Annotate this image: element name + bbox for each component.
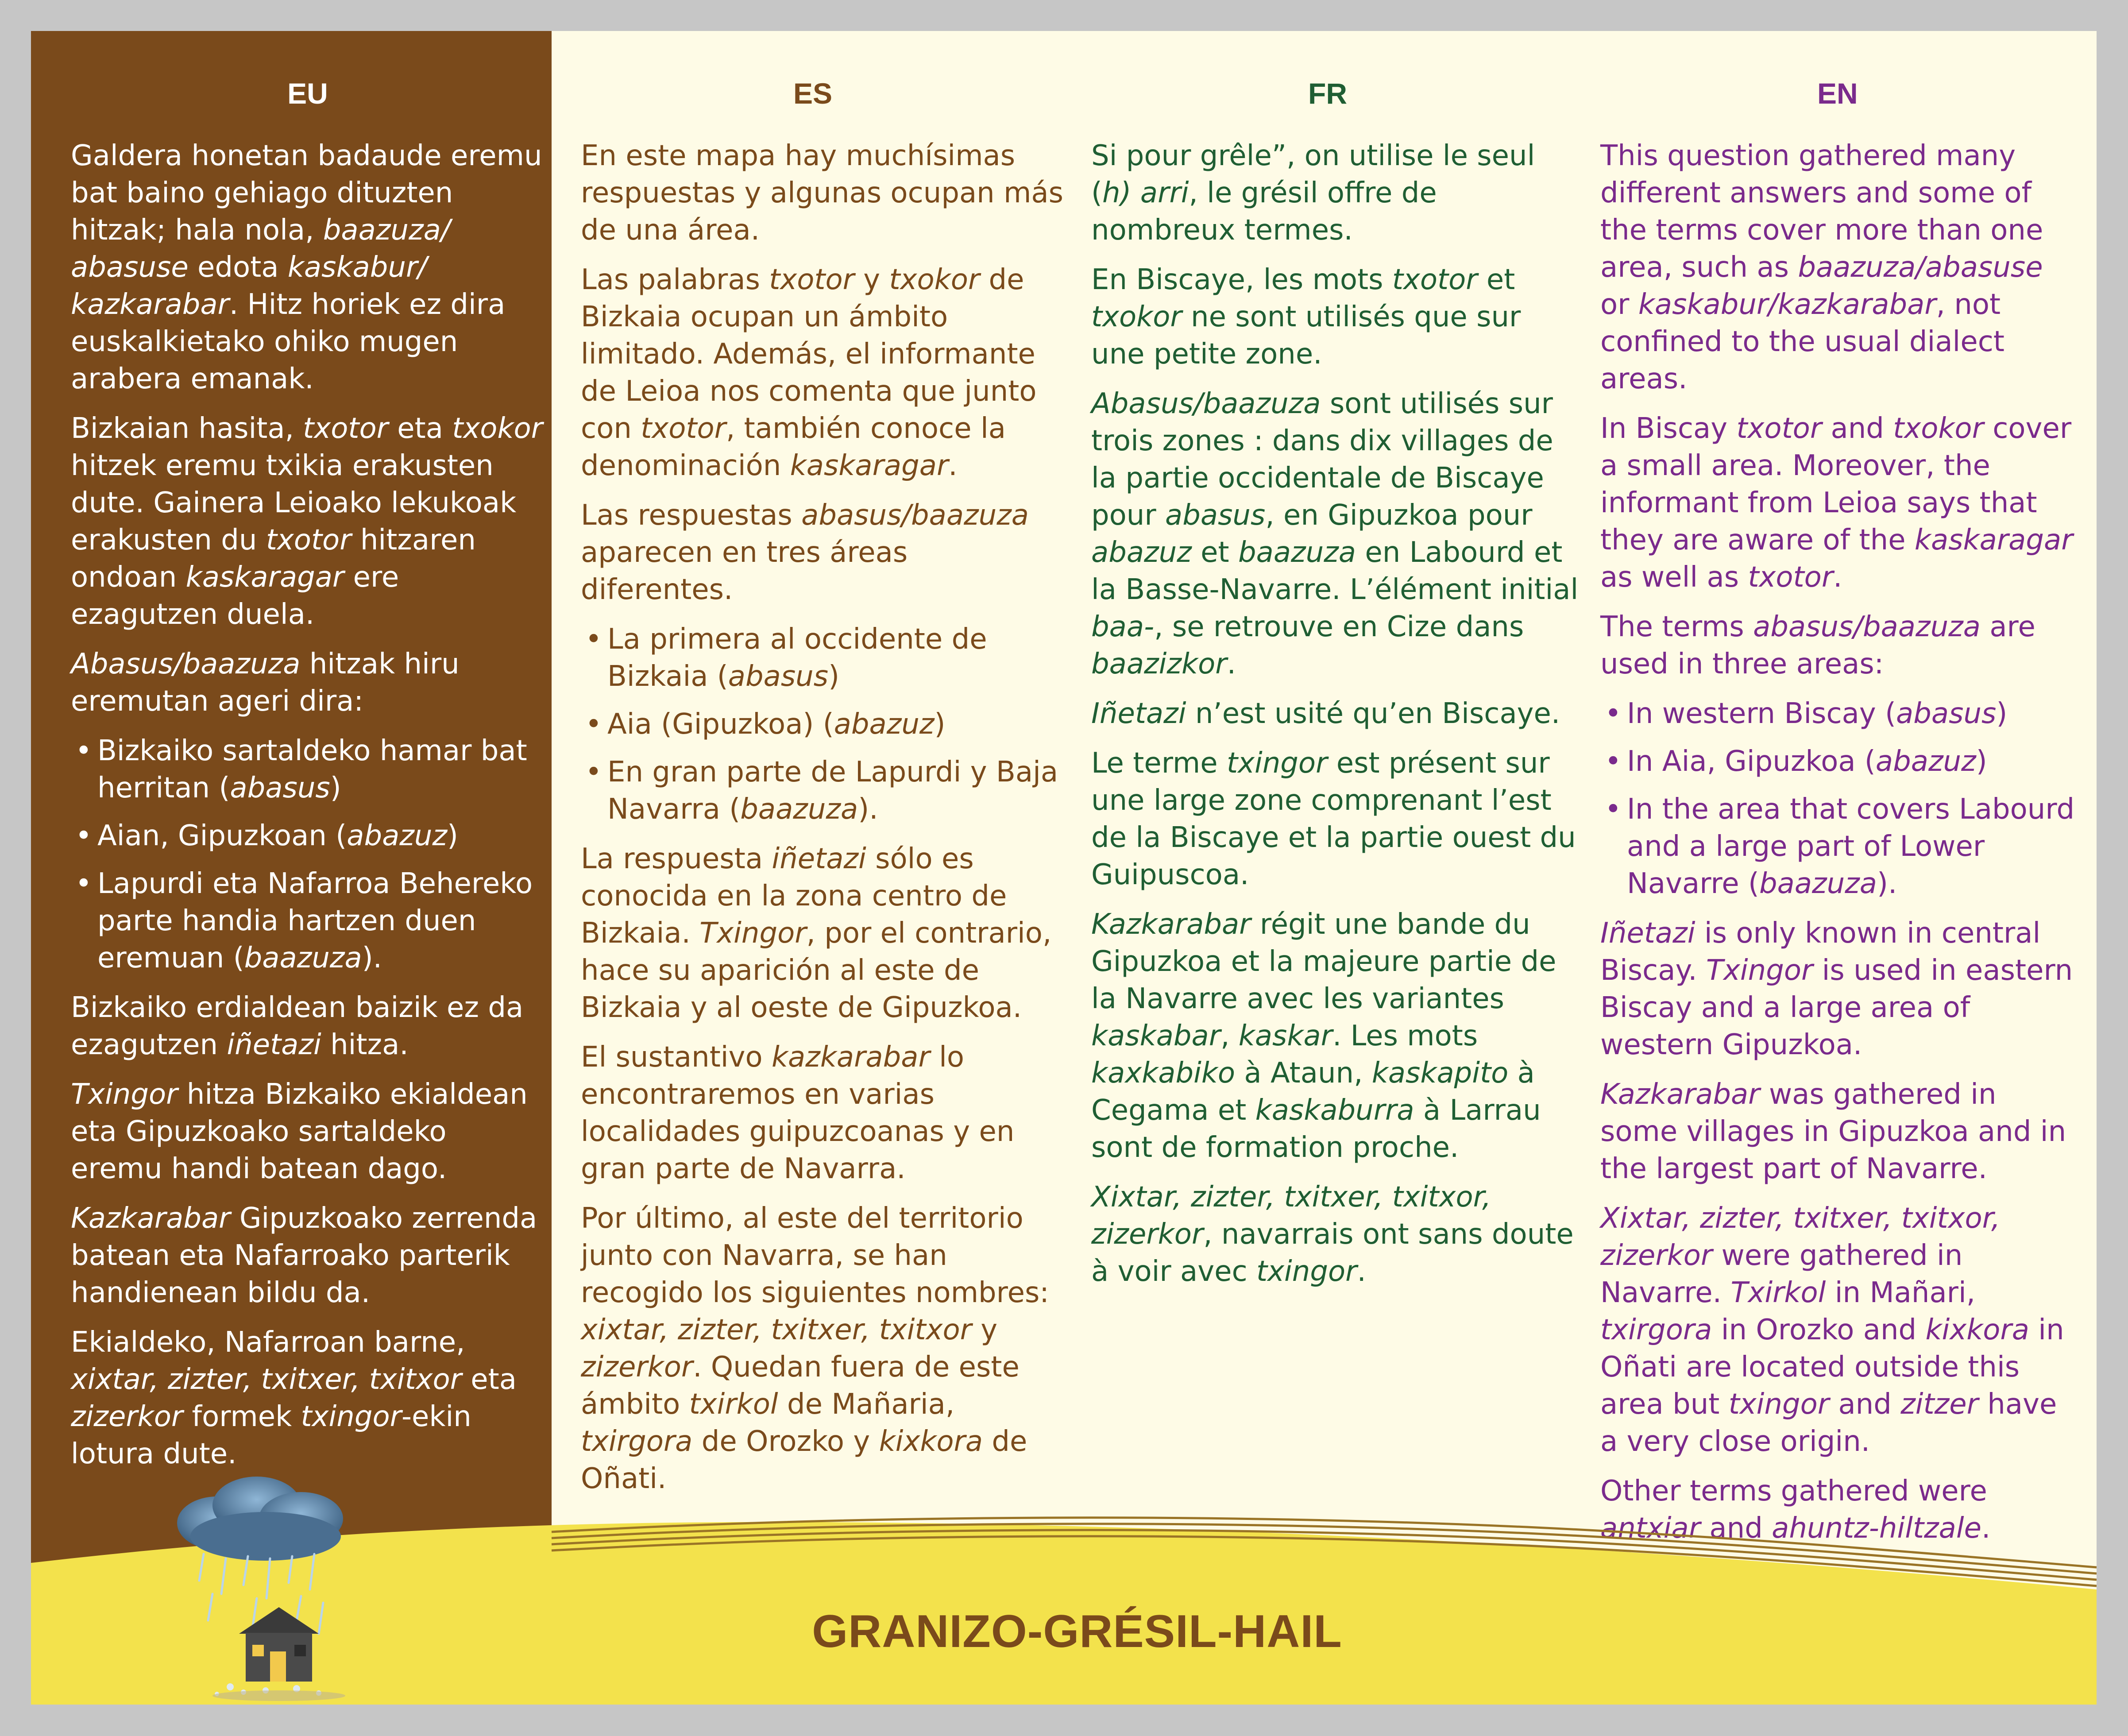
- paragraph: [71, 989, 545, 1063]
- italic-term: zizerkor: [71, 1400, 183, 1433]
- text-run: ): [447, 820, 458, 852]
- list-item: [581, 621, 1068, 695]
- paragraph: [1091, 261, 1583, 373]
- italic-term: txokor: [452, 412, 543, 445]
- text-run: ): [330, 772, 341, 804]
- text-run: à Larrau sont de formation proche.: [1091, 1094, 1541, 1164]
- italic-term: zitzer: [1900, 1388, 1978, 1421]
- text-run: is used in eastern Biscay and a large area of western Gipuzkoa.: [1600, 954, 2073, 1061]
- paragraph: [581, 1039, 1068, 1187]
- list-item: [71, 817, 545, 854]
- text-run: are used in three areas:: [1600, 611, 2035, 680]
- text-run: eta: [388, 412, 452, 445]
- text-run: n’est usité qu’en Biscaye.: [1186, 697, 1560, 730]
- text-run: ): [828, 660, 840, 693]
- text-run: Ekialdeko, Nafarroan barne,: [71, 1326, 465, 1359]
- italic-term: h) arri: [1102, 177, 1189, 209]
- list-item: [1600, 791, 2078, 902]
- column-body-fr: [1091, 137, 1583, 1303]
- paragraph: [71, 646, 545, 720]
- italic-term: Kazkarabar: [71, 1202, 231, 1235]
- paragraph: [1091, 1179, 1583, 1290]
- page: [31, 31, 2097, 1705]
- italic-term: Iñetazi: [1600, 917, 1695, 950]
- italic-term: kaxkabiko: [1091, 1057, 1236, 1090]
- text-run: de Mañaria,: [778, 1388, 955, 1421]
- text-run: ): [934, 708, 946, 741]
- list-item: [1600, 743, 2078, 780]
- italic-term: baazuza: [1238, 536, 1356, 569]
- hailstorm-house-icon: [164, 1474, 394, 1705]
- text-run: Galdera honetan badaude eremu bat baino gehiago dituzten hitzak; hala nola,: [71, 139, 542, 247]
- italic-term: baazizkor: [1091, 648, 1227, 680]
- paragraph: [71, 1076, 545, 1187]
- italic-term: kaskaragar: [185, 561, 344, 594]
- italic-term: Txingor: [71, 1078, 178, 1111]
- text-run: régit une bande du Gipuzkoa et la majeure partie de la Navarre avec les variantes: [1091, 908, 1556, 1015]
- text-run: ).: [1877, 867, 1897, 900]
- italic-term: kaskapito: [1371, 1057, 1509, 1090]
- italic-term: txotor: [303, 412, 388, 445]
- italic-term: txotor: [769, 263, 854, 296]
- text-run: et: [1477, 263, 1515, 296]
- text-run: El sustantivo: [581, 1041, 772, 1074]
- italic-term: iñetazi: [227, 1028, 321, 1061]
- list-item: [71, 732, 545, 807]
- text-run: Bizkaiko sartaldeko hamar bat herritan (: [97, 735, 527, 804]
- italic-term: Xixtar, zizter, txitxer, txitxor, zizerkor: [1091, 1181, 1491, 1251]
- text-run: and: [1822, 412, 1893, 445]
- text-run: de Bizkaia ocupan un ámbito limitado. Además, el informante de Leioa nos comenta que junto con: [581, 263, 1037, 445]
- text-run: Lapurdi eta Nafarroa Behereko parte handia hartzen duen eremuan (: [97, 867, 533, 974]
- text-run: ).: [362, 942, 382, 974]
- italic-term: abasus: [230, 772, 330, 804]
- text-run: . Quedan fuera de este ámbito: [581, 1351, 1020, 1421]
- text-run: in Mañari,: [1826, 1276, 1976, 1309]
- italic-term: txotor: [1392, 263, 1478, 296]
- italic-term: abasus/baazuza: [801, 499, 1029, 532]
- italic-term: kaskaburra: [1255, 1094, 1414, 1127]
- column-body-eu: [71, 137, 545, 1485]
- italic-term: ahuntz-hiltzale: [1772, 1512, 1982, 1545]
- italic-term: abazuz: [347, 820, 448, 852]
- text-run: were gathered in Navarre.: [1600, 1239, 1963, 1309]
- text-run: Gipuzkoako zerrenda batean eta Nafarroako parterik handienean bildu da.: [71, 1202, 537, 1309]
- italic-term: kaskabur/kazkarabar: [1638, 288, 1936, 321]
- italic-term: baa-: [1091, 611, 1155, 643]
- italic-term: baazuza/abasuse: [1798, 251, 2043, 284]
- text-run: ): [1996, 697, 2008, 730]
- italic-term: abasus: [1165, 499, 1266, 532]
- italic-term: Abasus/baazuza: [1091, 387, 1321, 420]
- footer-title: GRANIZO-GRÉSIL-HAIL: [812, 1606, 1342, 1657]
- paragraph: [1600, 137, 2078, 398]
- italic-term: txokor: [889, 263, 980, 296]
- text-run: , navarrais ont sans doute à voir avec: [1091, 1218, 1574, 1288]
- italic-term: Kazkarabar: [1600, 1078, 1760, 1111]
- italic-term: baazuza: [244, 942, 362, 974]
- text-run: formek: [183, 1400, 301, 1433]
- text-run: was gathered in some villages in Gipuzkoa and in the largest part of Navarre.: [1600, 1078, 2066, 1185]
- italic-term: txotor: [1736, 412, 1822, 445]
- text-run: hitza Bizkaiko ekialdean eta Gipuzkoako sartaldeko eremu handi batean dago.: [71, 1078, 528, 1185]
- column-body-en: [1600, 137, 2078, 1559]
- text-run: The terms: [1600, 611, 1753, 643]
- paragraph: [1600, 915, 2078, 1063]
- italic-term: txokor: [1893, 412, 1984, 445]
- text-run: .: [1833, 561, 1842, 594]
- text-run: Other terms gathered were: [1600, 1475, 1987, 1508]
- italic-term: Xixtar, zizter, txitxer, txitxor, zizerkor: [1600, 1202, 2001, 1272]
- text-run: in Orozko and: [1712, 1314, 1926, 1346]
- column-header-eu: EU: [287, 77, 328, 110]
- text-run: de Oñati.: [581, 1425, 1027, 1495]
- italic-term: txirgora: [581, 1425, 693, 1458]
- text-run: .: [1357, 1255, 1366, 1288]
- text-run: This question gathered many different answers and some of the terms cover more than one area, such as: [1600, 139, 2043, 284]
- text-run: hitzak hiru eremutan ageri dira:: [71, 648, 460, 718]
- text-run: In Biscay: [1600, 412, 1737, 445]
- paragraph: [1091, 906, 1583, 1166]
- paragraph: [1091, 745, 1583, 893]
- italic-term: abasus/baazuza: [1753, 611, 1981, 643]
- text-run: Le terme: [1091, 747, 1227, 780]
- text-run: y: [854, 263, 889, 296]
- text-run: En gran parte de Lapurdi y Baja Navarra (: [607, 756, 1058, 826]
- text-run: Si pour grêle”, on utilise le seul (: [1091, 139, 1535, 209]
- italic-term: abazuz: [1091, 536, 1192, 569]
- italic-term: kaskaragar: [790, 449, 949, 482]
- column-body-es: [581, 137, 1068, 1510]
- text-run: eta: [461, 1363, 517, 1396]
- italic-term: txingor: [301, 1400, 402, 1433]
- italic-term: xixtar, zizter, txitxer, txitxor: [581, 1314, 972, 1346]
- text-run: as well as: [1600, 561, 1748, 594]
- text-run: In Aia, Gipuzkoa (: [1627, 745, 1876, 778]
- text-run: , not confined to the usual dialect areas.: [1600, 288, 2004, 395]
- italic-term: kixkora: [879, 1425, 983, 1458]
- text-run: à Cegama et: [1091, 1057, 1535, 1127]
- paragraph: [71, 137, 545, 398]
- text-run: est présent sur une large zone comprenant l’est de la Biscaye et la partie ouest du Guipuscoa.: [1091, 747, 1576, 891]
- text-run: . Hitz horiek ez dira euskalkietako ohiko mugen arabera emanak.: [71, 288, 506, 395]
- text-run: sólo es conocida en la zona centro de Bizkaia.: [581, 843, 1007, 950]
- text-run: .: [1227, 648, 1236, 680]
- text-run: In western Biscay (: [1627, 697, 1896, 730]
- paragraph: [581, 840, 1068, 1026]
- text-run: cover a small area. Moreover, the informant from Leioa says that they are aware of the: [1600, 412, 2072, 557]
- text-run: Las palabras: [581, 263, 769, 296]
- text-run: , por el contrario, hace su aparición al este de Bizkaia y al oeste de Gipuzkoa.: [581, 917, 1052, 1024]
- text-run: hitzaren ondoan: [71, 524, 476, 594]
- text-run: is only known in central Biscay.: [1600, 917, 2041, 987]
- italic-term: txingor: [1728, 1388, 1830, 1421]
- italic-term: baazuza: [1759, 867, 1877, 900]
- italic-term: zizerkor: [581, 1351, 693, 1384]
- paragraph: [1091, 695, 1583, 732]
- italic-term: kaskaragar: [1914, 524, 2073, 557]
- text-run: .: [948, 449, 958, 482]
- text-run: , en Gipuzkoa pour: [1265, 499, 1533, 532]
- text-run: à Ataun,: [1235, 1057, 1372, 1090]
- text-run: Por último, al este del territorio junto con Navarra, se han recogido los siguientes nombres:: [581, 1202, 1049, 1309]
- italic-term: Txirkol: [1730, 1276, 1826, 1309]
- paragraph: [71, 1324, 545, 1473]
- paragraph: [1600, 1076, 2078, 1187]
- italic-term: kaskabur/ kazkarabar: [71, 251, 427, 321]
- column-header-fr: FR: [1308, 77, 1347, 110]
- text-run: ,: [1220, 1020, 1239, 1052]
- paragraph: [581, 137, 1068, 249]
- text-run: and: [1829, 1388, 1901, 1421]
- text-run: y: [971, 1314, 998, 1346]
- italic-term: antxiar: [1600, 1512, 1701, 1545]
- italic-term: baazuza/ abasuse: [71, 214, 451, 284]
- italic-term: Txingor: [1706, 954, 1813, 987]
- bullet-list: [581, 621, 1068, 828]
- italic-term: txirgora: [1600, 1314, 1712, 1346]
- text-run: ne sont utilisés que sur une petite zone.: [1091, 301, 1521, 371]
- text-run: sont utilisés sur trois zones : dans dix villages de la partie occidentale de Biscaye pour: [1091, 387, 1553, 532]
- text-run: La primera al occidente de Bizkaia (: [607, 623, 987, 693]
- paragraph: [1091, 137, 1583, 249]
- text-run: or: [1600, 288, 1638, 321]
- italic-term: Kazkarabar: [1091, 908, 1251, 941]
- text-run: et: [1191, 536, 1238, 569]
- text-run: and: [1700, 1512, 1772, 1545]
- text-run: .: [1981, 1512, 1991, 1545]
- text-run: ): [1976, 745, 1987, 778]
- italic-term: baazuza: [740, 793, 858, 826]
- italic-term: txingor: [1256, 1255, 1357, 1288]
- paragraph: [581, 1200, 1068, 1497]
- text-run: , se retrouve en Cize dans: [1154, 611, 1524, 643]
- text-run: hitza.: [321, 1028, 409, 1061]
- paragraph: [71, 410, 545, 633]
- italic-term: iñetazi: [772, 843, 866, 875]
- italic-term: Iñetazi: [1091, 697, 1186, 730]
- text-run: Bizkaiko erdialdean baizik ez da ezagutzen: [71, 991, 524, 1061]
- italic-term: xixtar, zizter, txitxer, txitxor: [71, 1363, 462, 1396]
- paragraph: [1600, 410, 2078, 596]
- italic-term: Abasus/baazuza: [71, 648, 301, 680]
- list-item: [1600, 695, 2078, 732]
- italic-term: kixkora: [1925, 1314, 2029, 1346]
- italic-term: txokor: [1091, 301, 1182, 333]
- text-run: ere ezagutzen duela.: [71, 561, 399, 631]
- list-item: [581, 754, 1068, 828]
- text-run: , también conoce la denominación: [581, 412, 1006, 482]
- paragraph: [1600, 1200, 2078, 1460]
- column-header-es: ES: [793, 77, 833, 110]
- list-item: [71, 865, 545, 977]
- italic-term: abazuz: [1875, 745, 1976, 778]
- paragraph: [581, 497, 1068, 608]
- text-run: . Les mots: [1332, 1020, 1478, 1052]
- text-run: in Oñati are located outside this area but: [1600, 1314, 2064, 1421]
- bullet-list: [71, 732, 545, 977]
- text-run: Aian, Gipuzkoan (: [97, 820, 347, 852]
- italic-term: txingor: [1226, 747, 1328, 780]
- paragraph: [71, 1200, 545, 1311]
- italic-term: kaskar: [1238, 1020, 1332, 1052]
- column-header-en: EN: [1817, 77, 1858, 110]
- italic-term: Txingor: [699, 917, 807, 950]
- text-run: de Orozko y: [692, 1425, 879, 1458]
- text-run: hitzek eremu txikia erakusten dute. Gainera Leioako lekukoak erakusten du: [71, 449, 517, 557]
- list-item: [581, 706, 1068, 743]
- italic-term: kaskabar: [1091, 1020, 1221, 1052]
- text-run: Bizkaian hasita,: [71, 412, 303, 445]
- paragraph: [581, 261, 1068, 484]
- text-run: Las respuestas: [581, 499, 802, 532]
- text-run: La respuesta: [581, 843, 772, 875]
- italic-term: abasus: [1896, 697, 1997, 730]
- text-run: In the area that covers Labourd and a large part of Lower Navarre (: [1627, 793, 2075, 900]
- bullet-list: [1600, 695, 2078, 902]
- column-eu: [71, 31, 545, 1705]
- italic-term: abazuz: [834, 708, 935, 741]
- text-run: , le grésil offre de nombreux termes.: [1091, 177, 1437, 247]
- paragraph: [1600, 608, 2078, 683]
- text-run: aparecen en tres áreas diferentes.: [581, 536, 908, 606]
- italic-term: txirkol: [689, 1388, 778, 1421]
- text-run: ).: [858, 793, 878, 826]
- text-run: -ekin lotura dute.: [71, 1400, 471, 1470]
- text-run: En este mapa hay muchísimas respuestas y algunas ocupan más de una área.: [581, 139, 1063, 247]
- italic-term: txotor: [641, 412, 726, 445]
- text-run: edota: [188, 251, 288, 284]
- text-run: lo encontraremos en varias localidades guipuzcoanas y en gran parte de Navarra.: [581, 1041, 1015, 1185]
- italic-term: txotor: [266, 524, 351, 557]
- text-run: En Biscaye, les mots: [1091, 263, 1392, 296]
- text-run: Aia (Gipuzkoa) (: [607, 708, 834, 741]
- italic-term: kazkarabar: [771, 1041, 930, 1074]
- text-run: have a very close origin.: [1600, 1388, 2057, 1458]
- paragraph: [1091, 385, 1583, 683]
- italic-term: txotor: [1748, 561, 1834, 594]
- text-run: en Labourd et la Basse-Navarre. L’élément initial: [1091, 536, 1579, 606]
- column-eu-panel: [31, 31, 552, 1705]
- italic-term: abasus: [728, 660, 829, 693]
